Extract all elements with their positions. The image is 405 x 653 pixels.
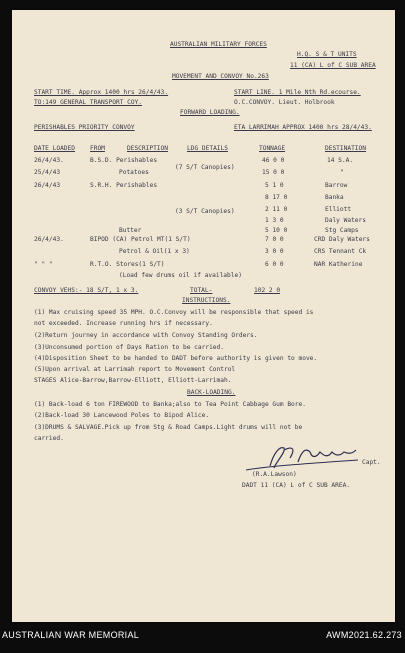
row5-dest: Elliott bbox=[325, 206, 352, 213]
instruction-line: not exceeded. Increase running hrs if necessary. bbox=[34, 320, 213, 327]
total-label: TOTAL- bbox=[190, 287, 213, 294]
start-time: START TIME. Approx 1400 hrs 26/4/43. bbox=[34, 89, 169, 96]
row10-dest: NAR Katherine bbox=[314, 261, 363, 268]
row8-dest: CRD Daly Waters bbox=[314, 236, 370, 243]
col-destination: DESTINATION bbox=[325, 145, 366, 152]
footer-accession: AWM2021.62.273 bbox=[326, 630, 402, 640]
row7-tonnage: 5 10 0 bbox=[265, 227, 288, 234]
row7-dest: Stg Camps bbox=[325, 227, 359, 234]
row5-ldg: (3 S/T Canopies) bbox=[175, 208, 235, 215]
col-date-loaded: DATE LOADED bbox=[34, 145, 75, 152]
document-page bbox=[12, 10, 395, 622]
oc-convoy: O.C.CONVOY. Lieut. Holbrook bbox=[234, 99, 335, 106]
row2-dest: " bbox=[340, 169, 344, 176]
row1-from: B.S.D. Perishables bbox=[90, 157, 158, 164]
row3-from: S.R.H. Perishables bbox=[90, 182, 158, 189]
backloading-title: BACK-LOADING. bbox=[187, 389, 236, 396]
row11-note: (Load few drums oil if available) bbox=[119, 272, 242, 279]
row2-tonnage: 15 0 0 bbox=[262, 169, 285, 176]
header-line3: 11 (CA) L of C SUB AREA bbox=[290, 62, 376, 69]
convoy-vehs: CONVOY VEHS:- 18 S/T, 1 x 3. bbox=[34, 287, 139, 294]
col-description: DESCRIPTION bbox=[127, 145, 168, 152]
row7-from: Butter bbox=[119, 227, 142, 234]
row5-tonnage: 2 11 0 bbox=[265, 206, 288, 213]
row10-tonnage: 6 0 0 bbox=[265, 261, 284, 268]
instruction-line: (4)Disposition Sheet to be handed to DADT before authority is given to move. bbox=[34, 355, 318, 362]
instruction-line: (1) Max cruising speed 35 MPH. O.C.Convoy will be responsible that speed is bbox=[34, 309, 314, 316]
perishable-priority: PERISHABLES PRIORITY CONVOY bbox=[34, 124, 135, 131]
instruction-line: STAGES Alice-Barrow,Barrow-Elliott, Elliott-Larrimah. bbox=[34, 377, 232, 384]
row2-date: 25/4/43 bbox=[34, 169, 61, 176]
instruction-line: (5)Upon arrival at Larrimah report to Movement Control bbox=[34, 366, 236, 373]
row9-tonnage: 3 0 0 bbox=[265, 248, 284, 255]
col-ldg-details: LDG DETAILS bbox=[187, 145, 228, 152]
row8-date: 26/4/43. bbox=[34, 236, 64, 243]
backloading-line: (1) Back-load 6 ton FIREWOOD to Banka;also to Tea Point Cabbage Gum Bore. bbox=[34, 401, 306, 408]
col-from: FROM bbox=[90, 145, 105, 152]
signature-title: DADT 11 (CA) L of C SUB AREA. bbox=[242, 482, 351, 489]
footer-source: AUSTRALIAN WAR MEMORIAL bbox=[2, 630, 140, 640]
signature-rank: Capt. bbox=[362, 459, 381, 466]
row2-from: Potatoes bbox=[119, 169, 149, 176]
row6-tonnage: 1 3 0 bbox=[265, 217, 284, 224]
row10-date: " " " bbox=[34, 261, 53, 268]
to-unit: TO:149 GENERAL TRANSPORT COY. bbox=[34, 99, 143, 106]
signature-name: (R.A.Lawson) bbox=[252, 471, 297, 478]
row2-ldg: (7 S/T Canopies) bbox=[175, 164, 235, 171]
col-tonnage: TONNAGE bbox=[259, 145, 286, 152]
row4-dest: Banka bbox=[325, 194, 344, 201]
total-value: 102 2 0 bbox=[254, 287, 281, 294]
row3-tonnage: 5 1 0 bbox=[265, 182, 284, 189]
row3-dest: Barrow bbox=[325, 182, 348, 189]
row9-dest: CRS Tennant Ck bbox=[314, 248, 367, 255]
row8-tonnage: 7 0 0 bbox=[265, 236, 284, 243]
movement-convoy-title: MOVEMENT AND CONVOY No.263 bbox=[172, 73, 269, 80]
row9-from: Petrol & Oil(1 x 3) bbox=[119, 248, 190, 255]
header-line2: H.Q. S & T UNITS bbox=[297, 51, 357, 58]
row1-tonnage: 46 0 0 bbox=[262, 157, 285, 164]
handwritten-signature bbox=[240, 440, 370, 474]
backloading-line: carried. bbox=[34, 435, 64, 442]
instruction-line: (3)Unconsumed portion of Days Ration to be carried. bbox=[34, 344, 224, 351]
backloading-line: (3)DRUMS & SALVAGE.Pick up from Stg & Road Camps.Light drums will not be bbox=[34, 424, 303, 431]
row10-from: R.T.O. Stores(1 S/T) bbox=[90, 261, 165, 268]
backloading-line: (2)Back-load 30 Lancewood Poles to Bipod Alice. bbox=[34, 412, 210, 419]
instructions-title: INSTRUCTIONS. bbox=[182, 297, 231, 304]
row3-date: 26/4/43 bbox=[34, 182, 61, 189]
row4-tonnage: 8 17 0 bbox=[265, 194, 288, 201]
instruction-line: (2)Return journey in accordance with Convoy Standing Orders. bbox=[34, 332, 258, 339]
row1-dest: 14 S.A. bbox=[327, 157, 354, 164]
row8-from: BIPOD (CA) Petrol MT(1 S/T) bbox=[90, 236, 191, 243]
forward-loading: FORWARD LOADING. bbox=[180, 109, 240, 116]
row1-date: 26/4/43. bbox=[34, 157, 64, 164]
header-line1: AUSTRALIAN MILITARY FORCES bbox=[170, 41, 267, 48]
row6-dest: Daly Waters bbox=[325, 217, 366, 224]
eta: ETA LARRIMAH APPROX 1400 hrs 28/4/43. bbox=[234, 124, 372, 131]
start-line: START LINE. 1 Mile Nth Rd.ecourse. bbox=[234, 89, 361, 96]
